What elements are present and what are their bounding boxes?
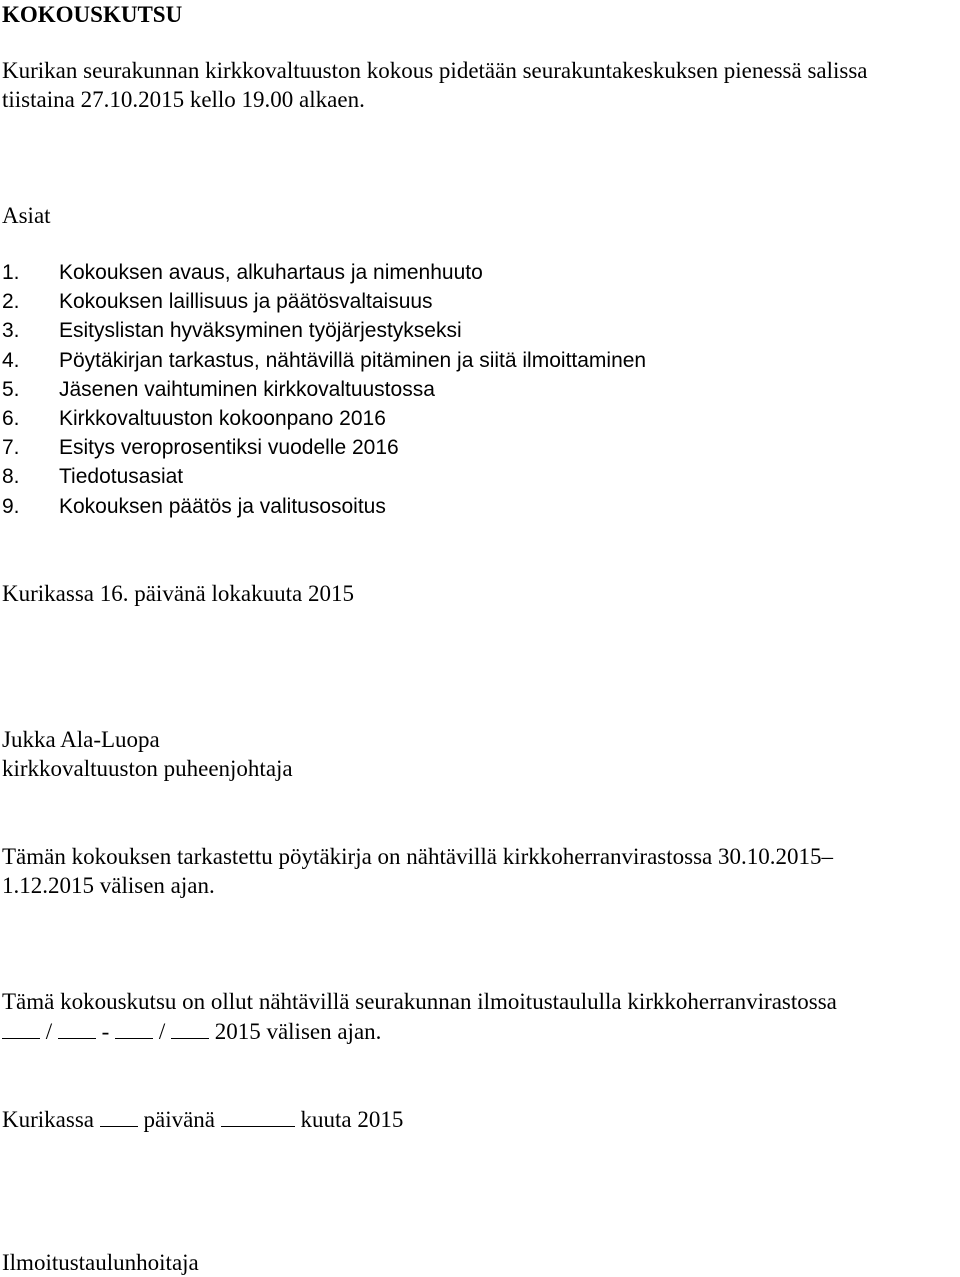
agenda-item-text: Esitys veroprosentiksi vuodelle 2016: [59, 436, 399, 460]
agenda-heading: Asiat: [2, 203, 51, 228]
notice-dash: -: [101, 1019, 110, 1044]
agenda-item: [2, 404, 646, 433]
intro-line-1: Kurikan seurakunnan kirkkovaltuuston kokous pidetään seurakuntakeskuksen pienessä salissa: [2, 58, 868, 83]
agenda-item: [2, 346, 646, 375]
agenda-item-text: Esityslistan hyväksyminen työjärjestykseksi: [59, 319, 462, 343]
blank-month-start: [58, 1016, 96, 1039]
signature-place-line: [2, 1104, 403, 1134]
minutes-line-1: Tämän kokouksen tarkastettu pöytäkirja on nähtävillä kirkkoherranvirastossa 30.10.2015–: [2, 844, 833, 869]
agenda-item-text: Kirkkovaltuuston kokoonpano 2016: [59, 407, 386, 431]
agenda-item-text: Kokouksen päätös ja valitusosoitus: [59, 494, 386, 518]
notice-tail: 2015 välisen ajan.: [214, 1019, 382, 1044]
agenda-item-number: 2.: [2, 290, 20, 314]
place-date: Kurikassa 16. päivänä lokakuuta 2015: [2, 581, 354, 606]
agenda-item-text: Tiedotusasiat: [59, 465, 184, 489]
blank-month-end: [171, 1016, 209, 1039]
blank-day-start: [2, 1016, 40, 1039]
agenda-item-number: 1.: [2, 261, 20, 284]
agenda-item: [2, 287, 646, 316]
sign-place-prefix: Kurikassa: [2, 1107, 94, 1132]
agenda-item-number: 9.: [2, 494, 20, 518]
agenda-item-text: Pöytäkirjan tarkastus, nähtävillä pitäminen ja siitä ilmoittaminen: [59, 348, 647, 372]
agenda-list: [2, 258, 646, 521]
agenda-item-text: Kokouksen avaus, alkuhartaus ja nimenhuuto: [59, 261, 483, 284]
blank-sign-month: [221, 1104, 295, 1127]
notice-line-1: Tämä kokouskutsu on ollut nähtävillä seurakunnan ilmoitustaululla kirkkoherranvirastossa: [2, 989, 837, 1014]
agenda-item-number: 7.: [2, 436, 20, 460]
signer-title: kirkkovaltuuston puheenjohtaja: [2, 756, 293, 781]
agenda-item-number: 4.: [2, 348, 20, 372]
agenda-item-number: 8.: [2, 465, 20, 489]
notice-slash-2: /: [158, 1019, 166, 1044]
board-keeper: Ilmoitustaulunhoitaja: [2, 1250, 199, 1275]
minutes-line-2: 1.12.2015 välisen ajan.: [2, 873, 215, 898]
blank-day-end: [115, 1016, 153, 1039]
blank-sign-day: [100, 1104, 138, 1127]
agenda-item-number: 5.: [2, 377, 20, 401]
agenda-item: [2, 462, 646, 491]
document-title: KOKOUSKUTSU: [2, 2, 183, 27]
intro-line-2: tiistaina 27.10.2015 kello 19.00 alkaen.: [2, 87, 365, 112]
agenda-item-number: 6.: [2, 407, 20, 431]
notice-line-2: [2, 1016, 381, 1046]
agenda-item: [2, 492, 646, 521]
agenda-item: [2, 375, 646, 404]
sign-month-suffix: kuuta 2015: [300, 1107, 404, 1132]
signer-name: Jukka Ala-Luopa: [2, 727, 160, 752]
agenda-item: [2, 258, 646, 287]
sign-day-word: päivänä: [143, 1107, 215, 1132]
agenda-item-text: Jäsenen vaihtuminen kirkkovaltuustossa: [59, 377, 435, 401]
agenda-item-number: 3.: [2, 319, 20, 343]
notice-slash-1: /: [45, 1019, 53, 1044]
agenda-item-text: Kokouksen laillisuus ja päätösvaltaisuus: [59, 290, 433, 314]
agenda-item: [2, 433, 646, 462]
agenda-item: [2, 316, 646, 345]
